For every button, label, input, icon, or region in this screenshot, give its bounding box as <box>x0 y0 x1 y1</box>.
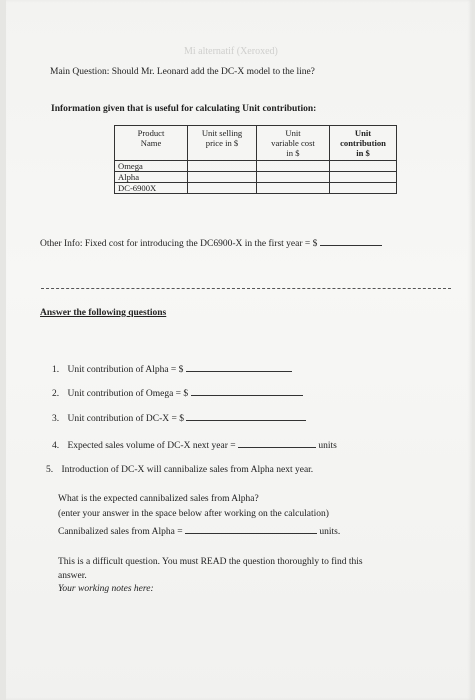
answer-blank-4[interactable] <box>238 437 316 448</box>
question-number: 1. <box>52 365 60 375</box>
header-unit-selling-price: Unit selling price in $ <box>188 126 257 161</box>
product-table <box>114 125 397 194</box>
question-text: Unit contribution of DC-X = $ <box>67 414 184 424</box>
question-text: Introduction of DC-X will cannibalize sales from Alpha next year. <box>61 465 314 475</box>
worksheet-page <box>6 0 472 700</box>
units-label: units <box>318 441 337 451</box>
q5-line-3 <box>58 523 340 537</box>
fixed-cost-blank[interactable] <box>320 235 382 246</box>
question-number: 3. <box>52 414 60 424</box>
table-row <box>115 172 397 183</box>
row-name-alpha: Alpha <box>115 172 188 183</box>
working-notes-label: Your working notes here: <box>58 584 154 594</box>
table-header-row <box>115 126 397 161</box>
cannibalized-blank[interactable] <box>185 523 317 534</box>
other-info-text: Other Info: Fixed cost for introducing the DC6900-X in the first year = $ <box>40 239 318 249</box>
question-5 <box>46 465 313 475</box>
answer-blank-3[interactable] <box>186 410 306 421</box>
question-2 <box>52 385 303 399</box>
question-text: Expected sales volume of DC-X next year = <box>67 441 236 451</box>
header-unit-variable-cost: Unit variable cost in $ <box>257 126 330 161</box>
omega-variable-cost-cell[interactable] <box>257 161 330 172</box>
main-question: Main Question: Should Mr. Leonard add the DC-X model to the line? <box>50 67 315 77</box>
difficulty-note-1: This is a difficult question. You must READ the question thoroughly to find this <box>58 557 363 567</box>
question-text: Unit contribution of Alpha = $ <box>67 365 184 375</box>
alpha-variable-cost-cell[interactable] <box>257 172 330 183</box>
info-heading: Information given that is useful for calculating Unit contribution: <box>51 104 317 114</box>
answer-blank-1[interactable] <box>186 361 292 372</box>
table-row <box>115 183 397 194</box>
dc6900x-price-cell[interactable] <box>188 183 257 194</box>
working-notes-area[interactable] <box>58 600 448 690</box>
question-text: Unit contribution of Omega = $ <box>67 389 189 399</box>
q5-line-1: What is the expected cannibalized sales from Alpha? <box>58 494 259 504</box>
row-name-dc6900x: DC-6900X <box>115 183 188 194</box>
q5-line-2: (enter your answer in the space below after working on the calculation) <box>58 509 329 519</box>
omega-contribution-cell[interactable] <box>330 161 397 172</box>
header-product-name: Product Name <box>115 126 188 161</box>
question-number: 2. <box>52 389 60 399</box>
question-number: 5. <box>46 465 54 475</box>
dc6900x-contribution-cell[interactable] <box>330 183 397 194</box>
omega-price-cell[interactable] <box>188 161 257 172</box>
header-unit-contribution: Unit contribution in $ <box>330 126 397 161</box>
dc6900x-variable-cost-cell[interactable] <box>257 183 330 194</box>
cannibalized-label: Cannibalized sales from Alpha = <box>58 527 183 537</box>
alpha-price-cell[interactable] <box>188 172 257 183</box>
table-row <box>115 161 397 172</box>
question-3 <box>52 410 306 424</box>
faded-header-text: Mi alternatif (Xeroxed) <box>184 46 278 57</box>
difficulty-note-2: answer. <box>58 571 87 581</box>
section-divider <box>41 288 451 289</box>
other-info <box>40 235 382 249</box>
alpha-contribution-cell[interactable] <box>330 172 397 183</box>
answer-blank-2[interactable] <box>191 385 303 396</box>
units-label: units. <box>319 527 341 537</box>
row-name-omega: Omega <box>115 161 188 172</box>
question-1 <box>52 361 292 375</box>
answer-heading: Answer the following questions <box>40 308 167 318</box>
question-number: 4. <box>52 441 60 451</box>
question-4 <box>52 437 337 451</box>
